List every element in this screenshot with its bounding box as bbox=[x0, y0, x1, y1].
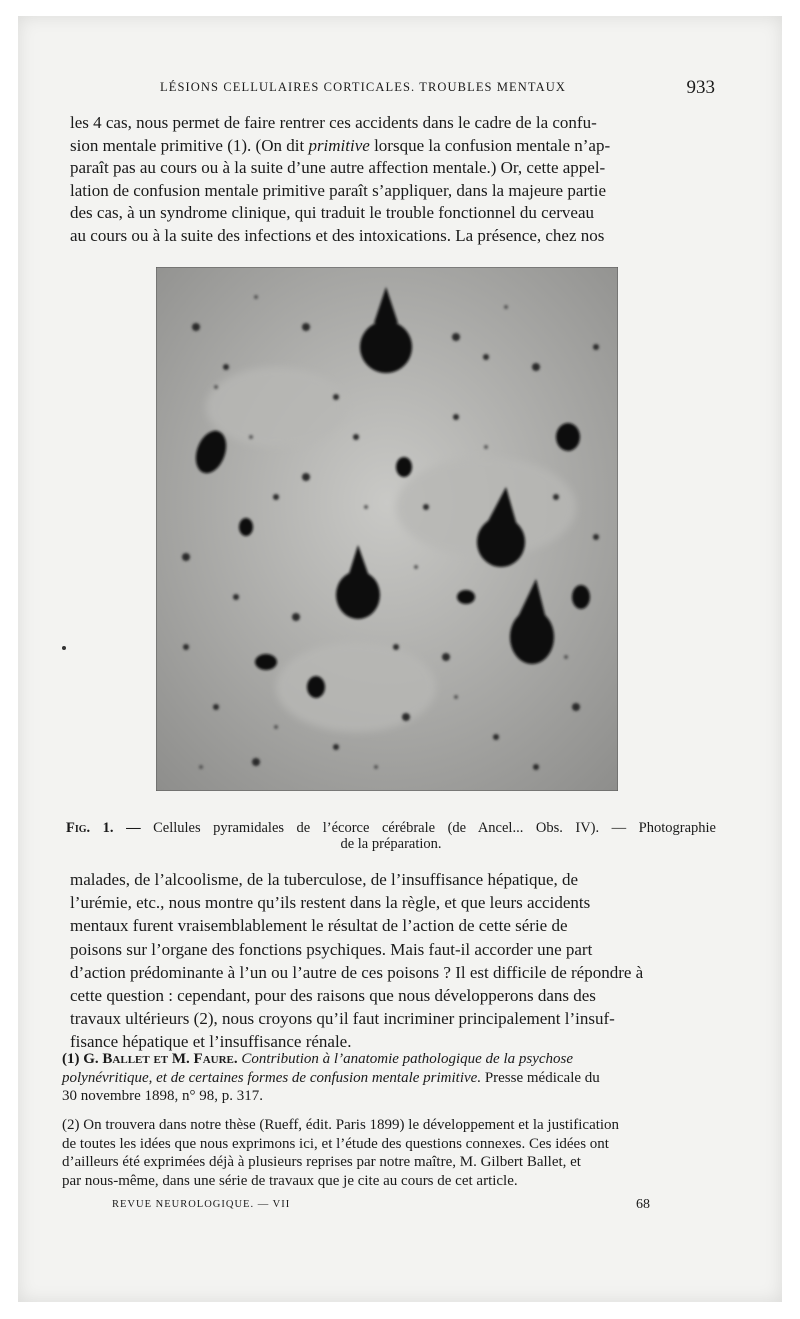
micrograph-figure bbox=[156, 267, 618, 791]
text-line: poisons sur l’organe des fonctions psychiques. Mais faut-il accorder une part bbox=[70, 939, 593, 959]
text-line: l’urémie, etc., nous montre qu’ils restent dans la règle, et que leurs accidents bbox=[70, 893, 591, 913]
footnote-line: d’ailleurs été exprimées déjà à plusieurs reprises par notre maître, M. Gilbert Ballet, et bbox=[62, 1154, 581, 1170]
body-paragraph-bottom bbox=[70, 868, 715, 1054]
caption-line: Fig. 1. — Cellules pyramidales de l’écorce cérébrale (de Ancel... Obs. IV). — Photographie bbox=[66, 820, 716, 836]
text-line: au cours ou à la suite des infections et des intoxications. La présence, chez nos bbox=[70, 225, 605, 245]
italic-term: primitive bbox=[308, 135, 370, 155]
footnote-line: de toutes les idées que nous exprimons ici, et l’étude des questions connexes. Ces idées ont bbox=[62, 1135, 609, 1152]
text-line: sion mentale primitive (1). (On dit primitive lorsque la confusion mentale n’ap- bbox=[70, 135, 611, 155]
text-line: malades, de l’alcoolisme, de la tuberculose, de l’insuffisance hépatique, de bbox=[70, 870, 579, 889]
footnote-line: (2) On trouvera dans notre thèse (Rueff, édit. Paris 1899) le développement et la justification bbox=[62, 1117, 620, 1133]
text-line: fisance hépatique et l’insuffisance rénale. bbox=[70, 1032, 352, 1052]
text-line: les 4 cas, nous permet de faire rentrer ces accidents dans le cadre de la confu- bbox=[70, 113, 597, 132]
body-paragraph-top bbox=[70, 112, 715, 247]
figure-caption bbox=[66, 820, 716, 852]
running-header bbox=[70, 77, 715, 102]
footnote-1 bbox=[62, 1050, 712, 1106]
micrograph-image bbox=[156, 267, 618, 791]
figure-label: Fig. 1. — bbox=[66, 820, 141, 836]
text-line: paraît pas au cours ou à la suite d’une autre affection mentale.) Or, cette appel- bbox=[70, 158, 606, 177]
text-line: travaux ultérieurs (2), nous croyons qu’il faut incriminer principalement l’insuf- bbox=[70, 1009, 615, 1029]
footnote-2 bbox=[62, 1116, 712, 1190]
footnote-line: polynévritique, et de certaines formes de confusion mentale primitive. Presse médicale du bbox=[62, 1069, 600, 1086]
footnote-line: 30 novembre 1898, n° 98, p. 317. bbox=[62, 1088, 263, 1104]
text-line: lation de confusion mentale primitive paraît s’appliquer, dans la majeure partie bbox=[70, 180, 607, 200]
text-line: mentaux furent vraisemblablement le résultat de l’action de cette série de bbox=[70, 916, 568, 936]
footnote-line: par nous-même, dans une série de travaux que je cite au cours de cet article. bbox=[62, 1172, 518, 1189]
journal-footer: REVUE NEUROLOGIQUE. — VII bbox=[112, 1199, 291, 1210]
margin-mark bbox=[62, 646, 66, 650]
text-line: d’action prédominante à l’un ou l’autre de ces poisons ? Il est difficile de répondre à bbox=[70, 962, 644, 982]
text-line: cette question : cependant, pour des raisons que nous développerons dans des bbox=[70, 986, 596, 1006]
footnote-authors: G. Ballet et M. Faure. bbox=[83, 1051, 238, 1067]
signature-number: 68 bbox=[636, 1197, 650, 1212]
caption-line: de la préparation. bbox=[340, 836, 442, 852]
footnote-line: (1) G. Ballet et M. Faure. Contribution à l’anatomie pathologique de la psychose bbox=[62, 1051, 574, 1067]
running-title: LÉSIONS CELLULAIRES CORTICALES. TROUBLES MENTAUX bbox=[160, 80, 567, 94]
text-line: des cas, à un syndrome clinique, qui traduit le trouble fonctionnel du cerveau bbox=[70, 203, 595, 222]
page-number: 933 bbox=[686, 77, 715, 98]
footnote-title: Contribution à l’anatomie pathologique de la psychose bbox=[241, 1051, 574, 1067]
